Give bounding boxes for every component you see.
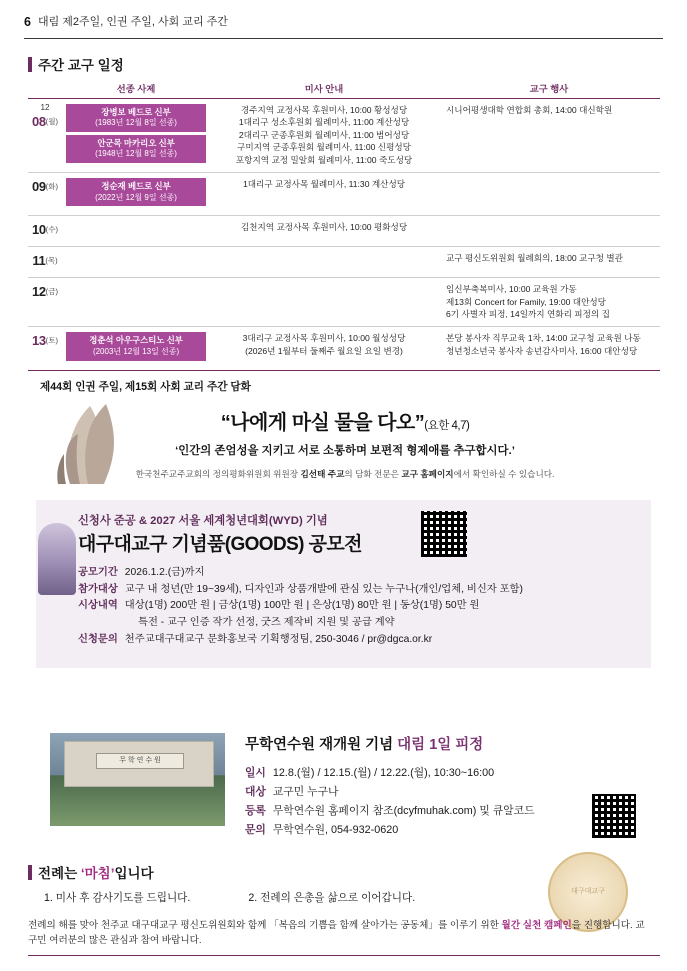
date-dow: (목): [45, 256, 58, 266]
page-header: [24, 16, 663, 39]
message-quote-text: “나에게 마실 물을 다오”: [220, 412, 425, 434]
ordination-name: 안군목 마카리오 신부: [97, 138, 175, 149]
date-day: 11: [32, 253, 46, 269]
column-header-mass: 미사 안내: [210, 78, 438, 99]
retreat-title-plain: 무학연수원 재개원 기념: [245, 737, 398, 753]
date-day: 13: [32, 333, 46, 349]
schedule-section-title: 주간 교구 일정: [38, 58, 124, 73]
goods-kicker: 신청사 준공 & 2027 서울 세계청년대회(WYD) 기념: [78, 515, 328, 527]
row-mass: [210, 278, 438, 327]
diocese-seal-icon: 대구대교구: [548, 852, 628, 932]
ordination-badge: [66, 332, 206, 360]
section-bar-icon: [28, 57, 32, 72]
column-header-events: 교구 행사: [438, 78, 660, 99]
closing-item: 1. 미사 후 감사기도를 드립니다.: [44, 892, 191, 904]
retreat-row-value: 무학연수원 홈페이지 참조(dcyfmuhak.com) 및 큐알코드: [272, 804, 535, 817]
retreat-row: [245, 821, 645, 840]
table-header-row: [28, 78, 660, 99]
column-header-ordination: 선종 사제: [62, 78, 210, 99]
goods-row-value: 교구 내 청년(만 19~39세), 디자인과 상품개발에 관심 있는 누구나(개인/업체, 비신자 포함): [124, 583, 523, 595]
message-label: 제44회 인권 주일, 제15회 사회 교리 주간 담화: [40, 381, 251, 393]
closing-section-heading: [28, 862, 154, 882]
row-date: [28, 278, 62, 327]
row-date: [28, 247, 62, 278]
closing-paragraph-pre: 전례의 해를 맞아 천주교 대구대교구 평신도위원회와 함께 「복음의 기쁨을 함께 살아가는 공동체」를 이루기 위한: [28, 920, 502, 931]
ordination-date: (2003년 12월 13일 선종): [92, 346, 180, 356]
date-dow: (금): [45, 287, 59, 297]
date-day: 08: [32, 114, 46, 130]
table-row: [28, 99, 660, 173]
row-mass: [210, 247, 438, 278]
goods-row-value: 2026.1.2.(금)까지: [124, 567, 205, 578]
retreat-sign: 무 학 연 수 원: [96, 753, 184, 769]
ordination-date: (2022년 12월 9일 선종): [95, 192, 177, 202]
message-subtitle: ‘인간의 존엄성을 지키고 서로 소통하며 보편적 형제애를 추구합시다.’: [175, 445, 515, 457]
column-header-date: [28, 78, 62, 99]
retreat-title: [245, 733, 645, 754]
retreat-row-value: 교구민 누구나: [272, 785, 339, 798]
ordination-name: 정순재 베드로 신부: [101, 181, 171, 192]
table-row: [28, 173, 660, 216]
row-ordination: [62, 173, 210, 216]
goods-row: [78, 615, 598, 632]
goods-title: 대구대교구 기념품(GOODS) 공모전: [78, 534, 362, 555]
closing-paragraph-highlight: 월간 실천 캠페인: [501, 920, 572, 931]
mass-line: 김천지역 교정사목 후원미사, 10:00 평화성당: [240, 222, 408, 233]
bottom-rule: [28, 955, 660, 956]
closing-items: [44, 890, 644, 905]
goods-row: [78, 598, 598, 615]
closing-item: 2. 전례의 은총을 삶으로 이어갑니다.: [248, 892, 416, 904]
row-events: [438, 327, 660, 370]
table-row: [28, 247, 660, 278]
mass-line: 3대리구 교정사목 후원미사, 10:00 월성성당: [242, 333, 406, 344]
row-mass: [210, 173, 438, 216]
goods-row: [78, 632, 598, 649]
row-events: [438, 99, 660, 173]
ordination-date: (1948년 12월 8일 선종): [95, 149, 177, 159]
section-bar-icon: [28, 865, 32, 880]
event-line: 청년청소년국 봉사자 송년감사미사, 16:00 대안성당: [446, 345, 638, 356]
closing-title-highlight: ‘마침’: [80, 866, 115, 881]
ordination-badge: [66, 135, 206, 163]
row-ordination: [62, 99, 210, 173]
ordination-badge: [66, 178, 206, 206]
event-line: 시니어평생대학 연합회 총회, 14:00 대신학원: [446, 105, 613, 115]
message-citation: (요한 4,7): [424, 420, 470, 432]
date-dow: (수): [45, 225, 59, 235]
mass-line: 2대리구 군종후원회 월례미사, 11:00 범어성당: [238, 129, 410, 140]
footnote-name: 김선태 주교: [300, 469, 345, 479]
retreat-row-key: 등록: [245, 804, 266, 817]
retreat-row-key: 일시: [245, 767, 266, 779]
row-date: [28, 327, 62, 370]
row-mass: [210, 99, 438, 173]
retreat-row-value: 12.8.(월) / 12.15.(월) / 12.22.(월), 10:30~16:00: [272, 767, 495, 779]
mass-line: (2026년 1월부터 둘째주 월요일 요일 변경): [245, 345, 403, 356]
retreat-row-key: 대상: [245, 785, 266, 798]
goods-row-key: 시상내역: [78, 600, 118, 612]
footnote-link: 교구 홈페이지: [401, 469, 454, 479]
goods-row-value: 특전 - 교구 인증 작가 선정, 굿즈 제작비 지원 및 공급 계약: [138, 617, 395, 629]
row-events: [438, 247, 660, 278]
date-month: 12: [40, 103, 50, 112]
retreat-notice-content: [245, 733, 645, 840]
date-day: 12: [32, 284, 46, 300]
row-ordination: [62, 216, 210, 247]
statue-illustration: [38, 523, 76, 595]
goods-row-value: 천주교대구대교구 문화홍보국 기획행정팀, 250-3046 / pr@dgca.or.kr: [124, 633, 433, 645]
row-events: [438, 216, 660, 247]
retreat-row: [245, 764, 645, 783]
message-quote: [40, 406, 650, 435]
schedule-table-body: [28, 99, 660, 371]
table-row: [28, 327, 660, 370]
mass-line: 구미지역 군종후원회 월례미사, 11:00 신평성당: [237, 142, 411, 153]
page-number: 6: [24, 15, 31, 29]
mass-line: 포항지역 교정 밀알회 월례미사, 11:00 죽도성당: [235, 154, 413, 165]
message-block: [40, 379, 650, 480]
row-events: [438, 173, 660, 216]
schedule-table: [28, 78, 660, 371]
table-row: [28, 216, 660, 247]
date-day: 10: [32, 222, 46, 238]
goods-row-key: 참가대상: [78, 583, 118, 595]
date-day: 09: [32, 179, 46, 195]
message-footnote: [40, 468, 650, 480]
goods-row-key: 신청문의: [78, 633, 118, 645]
event-line: 임신부축복미사, 10:00 교육원 가동: [446, 284, 577, 295]
event-line: 6기 사별자 피정, 14일까지 연화리 피정의 집: [446, 309, 610, 320]
retreat-row: [245, 783, 645, 802]
row-mass: [210, 216, 438, 247]
row-date: [28, 173, 62, 216]
retreat-row-key: 문의: [245, 823, 266, 836]
row-date: [28, 216, 62, 247]
footnote-post: 에서 확인하실 수 있습니다.: [453, 469, 555, 479]
ordination-date: (1983년 12월 8일 선종): [95, 118, 177, 128]
date-dow: (화): [45, 182, 59, 192]
retreat-row: [245, 802, 645, 821]
event-line: 교구 평신도위원회 월례회의, 18:00 교구청 별관: [446, 253, 623, 264]
closing-paragraph-post: 을 진행합니다. 교구민 여러분의 많은 관심과 참여 바랍니다.: [28, 920, 645, 946]
table-row: [28, 278, 660, 327]
retreat-title-highlight: 대림 1일 피정: [397, 737, 484, 753]
ordination-name: 정춘석 아우구스티노 신부: [89, 335, 183, 346]
goods-row: [78, 582, 598, 599]
mass-line: 1대리구 교정사목 월례미사, 11:30 계산성당: [242, 179, 406, 190]
closing-title-pre: 전례는: [38, 866, 81, 881]
closing-section-title: [38, 862, 154, 882]
schedule-section-heading: [28, 54, 124, 74]
row-mass: [210, 327, 438, 370]
row-ordination: [62, 278, 210, 327]
retreat-photo: [50, 733, 225, 826]
ordination-name: 장병보 베드로 신부: [101, 107, 171, 117]
goods-row-value: 대상(1명) 200만 원 | 금상(1명) 100만 원 | 은상(1명) 80만 원 | 동상(1명) 50만 원: [124, 600, 480, 612]
page-title: 대림 제2주일, 인권 주일, 사회 교리 주간: [37, 16, 228, 28]
goods-row-key: 공모기간: [78, 567, 118, 578]
footnote-pre: 한국천주교주교회의 정의평화위원회 위원장: [135, 469, 301, 479]
row-ordination: [62, 247, 210, 278]
row-date: [28, 99, 62, 173]
date-dow: (토): [45, 336, 59, 346]
event-line: 제13회 Concert for Family, 19:00 대안성당: [446, 296, 606, 307]
goods-notice-content: [78, 512, 598, 648]
row-ordination: [62, 327, 210, 370]
event-line: 본당 봉사자 직무교육 1차, 14:00 교구청 교육원 나동: [446, 333, 641, 344]
date-dow: (월): [45, 117, 59, 127]
mass-line: 1대리구 성소후원회 월례미사, 11:00 계산성당: [238, 117, 410, 128]
retreat-row-value: 무학연수원, 054-932-0620: [272, 823, 399, 836]
ordination-badge: [66, 104, 206, 132]
closing-paragraph: [28, 919, 648, 949]
row-events: [438, 278, 660, 327]
mass-line: 경주지역 교정사목 후원미사, 10:00 황성성당: [240, 105, 408, 115]
goods-row: [78, 565, 598, 582]
footnote-mid: 의 담화 전문은: [344, 469, 402, 479]
closing-title-post: 입니다: [114, 866, 154, 881]
